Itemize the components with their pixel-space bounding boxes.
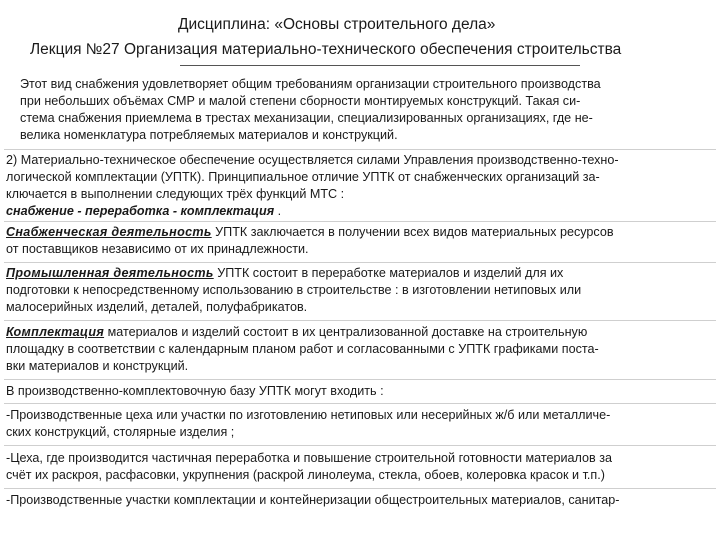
- supply-activity-paragraph: [6, 224, 712, 258]
- industrial-activity-paragraph: [6, 265, 712, 316]
- functions-end: .: [277, 204, 282, 218]
- discipline-title: Дисциплина: «Основы строительного дела»: [178, 16, 496, 33]
- completion-term: Комплектация: [6, 325, 105, 339]
- paragraph-line: -Производственные участки комплектации и контейнеризации общестроительных материалов, санитар-: [6, 493, 620, 507]
- paragraph-line: от поставщиков независимо от их принадлежности.: [6, 242, 309, 256]
- paragraph-line: ских конструкций, столярные изделия ;: [6, 425, 235, 439]
- section-divider: [4, 445, 716, 446]
- paragraph-line: -Цеха, где производится частичная переработка и повышение строительной готовности материалов за: [6, 451, 613, 465]
- header-rule: [180, 65, 580, 66]
- paragraph-line: ключается в выполнении следующих трёх функций МТС :: [6, 187, 345, 201]
- paragraph-line: площадку в соответствии с календарным планом работ и согласованными с УПТК графиками поста-: [6, 342, 599, 356]
- uptk-paragraph: [6, 152, 712, 220]
- functions-text: снабжение - переработка - комплектация: [6, 204, 275, 218]
- section-divider: [4, 262, 716, 263]
- paragraph-line: подготовки к непосредственному использованию в строительстве : в изготовлении нетиповых или: [6, 283, 582, 297]
- lecture-title: Лекция №27 Организация материально-технического обеспечения строительства: [30, 41, 622, 58]
- functions-line: [6, 203, 712, 220]
- industrial-term: Промышленная деятельность: [6, 266, 214, 280]
- intro-line: велика номенклатура потребляемых материалов и конструкций.: [20, 128, 398, 142]
- completion-paragraph: [6, 324, 712, 375]
- paragraph-line: -Производственные цеха или участки по изготовлению нетиповых или несерийных ж/б или металличе-: [6, 408, 611, 422]
- paragraph-line: [6, 224, 712, 241]
- paragraph-line: логической комплектации (УПТК). Принципиальное отличие УПТК от снабженческих организаций за-: [6, 170, 600, 184]
- section-divider: [4, 320, 716, 321]
- intro-paragraph: [20, 76, 710, 144]
- base-paragraph: [6, 383, 712, 400]
- paragraph-line: малосерийных изделий, деталей, полуфабрикатов.: [6, 300, 308, 314]
- paragraph-text: материалов и изделий состоит в их централизованной доставке на строительную: [104, 325, 588, 339]
- processing-shops-item: [6, 450, 712, 484]
- workshops-item: [6, 407, 712, 441]
- section-divider: [4, 379, 716, 380]
- completion-sites-item: [6, 492, 712, 509]
- section-divider: [4, 403, 716, 404]
- paragraph-line: счёт их раскроя, расфасовки, укрупнения (раскрой линолеума, стекла, обоев, колеровка красок и т.п.): [6, 468, 605, 482]
- section-divider: [4, 221, 716, 222]
- paragraph-text: УПТК заключается в получении всех видов материальных ресурсов: [211, 225, 614, 239]
- paragraph-line: 2) Материально-техническое обеспечение осуществляется силами Управления производственно-техно-: [6, 153, 619, 167]
- paragraph-line: [6, 265, 712, 282]
- section-divider: [4, 488, 716, 489]
- paragraph-line: В производственно-комплектовочную базу УПТК могут входить :: [6, 384, 384, 398]
- intro-line: стема снабжения приемлема в трестах механизации, специализированных организациях, где не-: [20, 111, 593, 125]
- paragraph-line: вки материалов и конструкций.: [6, 359, 189, 373]
- section-divider: [4, 149, 716, 150]
- supply-term: Снабженческая деятельность: [6, 225, 212, 239]
- paragraph-line: [6, 324, 712, 341]
- intro-line: Этот вид снабжения удовлетворяет общим требованиям организации строительного производства: [20, 77, 601, 91]
- paragraph-text: УПТК состоит в переработке материалов и изделий для их: [213, 266, 564, 280]
- intro-line: при небольших объёмах СМР и малой степени сборности монтируемых конструкций. Такая си-: [20, 94, 581, 108]
